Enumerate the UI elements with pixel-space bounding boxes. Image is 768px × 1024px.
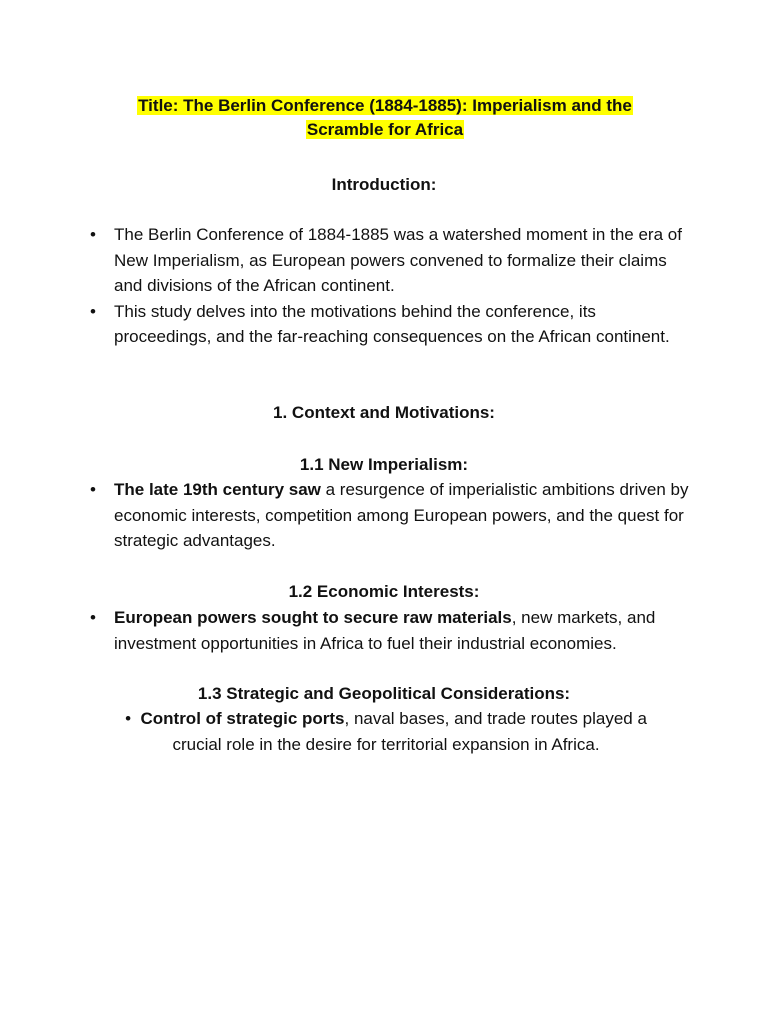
document-title bbox=[100, 94, 670, 142]
list-item bbox=[90, 299, 690, 350]
list-item-bold-text: Control of strategic ports bbox=[140, 709, 345, 728]
list-item bbox=[90, 605, 690, 656]
introduction-bullets bbox=[90, 222, 690, 350]
highlighted-title-text: Title: The Berlin Conference (1884-1885): Imperialism and the Scramble for Africa bbox=[138, 96, 632, 139]
strategic-considerations-bullets bbox=[106, 706, 666, 757]
list-item-text: , new markets, and investment opportunities in Africa to fuel their industrial economies. bbox=[114, 608, 656, 653]
subsection-heading-economic-interests: 1.2 Economic Interests: bbox=[288, 582, 480, 601]
introduction-heading: Introduction: bbox=[331, 175, 437, 194]
list-item bbox=[106, 706, 666, 757]
list-item-bold-text: The late 19th century saw bbox=[114, 480, 321, 499]
bullet-icon: • bbox=[90, 301, 96, 321]
subsection-heading-strategic-considerations: 1.3 Strategic and Geopolitical Considerations: bbox=[197, 684, 571, 703]
new-imperialism-bullets bbox=[90, 477, 690, 554]
list-item-text: The Berlin Conference of 1884-1885 was a watershed moment in the era of New Imperialism, as European powers convened to formalize their claims and divisions of the African continent. bbox=[114, 225, 682, 295]
list-item-text: a resurgence of imperialistic ambitions driven by economic interests, competition among European powers, and the quest for strategic advantages. bbox=[114, 480, 689, 550]
bullet-icon: • bbox=[125, 709, 132, 728]
list-item-text: This study delves into the motivations behind the conference, its proceedings, and the far-reaching consequences on the African continent. bbox=[114, 301, 670, 346]
list-item-bold-text: European powers sought to secure raw materials bbox=[114, 608, 512, 627]
economic-interests-bullets bbox=[90, 605, 690, 656]
section-heading-context-motivations: 1. Context and Motivations: bbox=[273, 403, 495, 422]
bullet-icon: • bbox=[90, 608, 96, 627]
list-item-text: , naval bases, and trade routes played a crucial role in the desire for territorial expansion in Africa. bbox=[172, 709, 647, 754]
subsection-heading-new-imperialism: 1.1 New Imperialism: bbox=[299, 455, 469, 474]
bullet-icon: • bbox=[90, 480, 96, 499]
list-item bbox=[90, 222, 690, 299]
bullet-icon: • bbox=[90, 225, 96, 244]
list-item bbox=[90, 477, 690, 554]
